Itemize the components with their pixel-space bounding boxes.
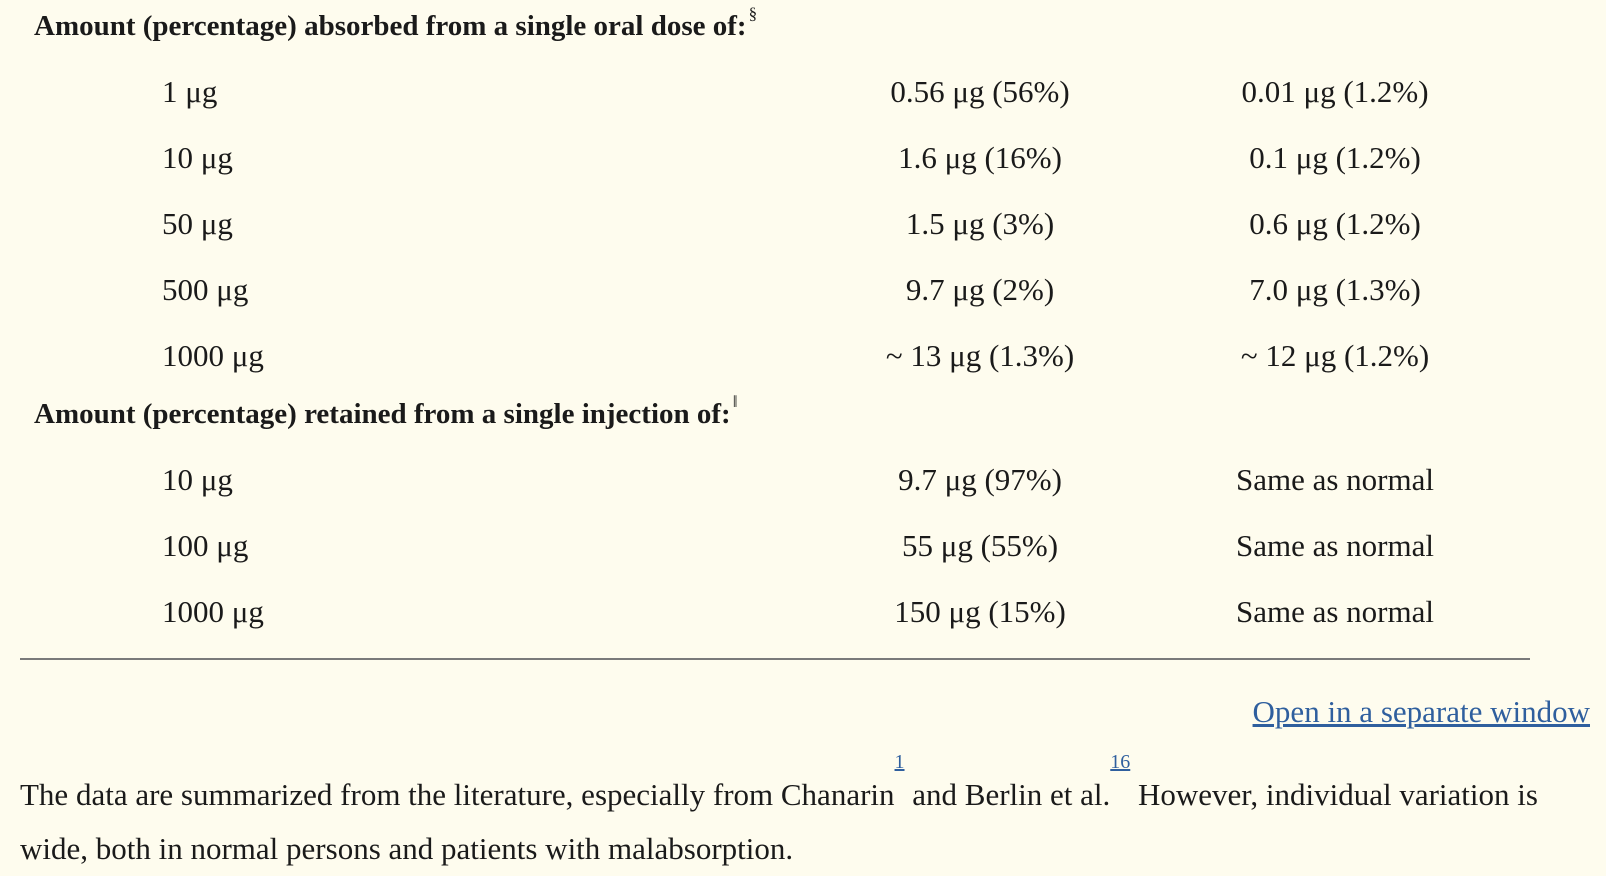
normal-cell: 1.6 μg (16%) bbox=[898, 140, 1062, 175]
table-bottom-rule bbox=[20, 658, 1530, 660]
patient-cell: 0.01 μg (1.2%) bbox=[1241, 74, 1429, 109]
footnote-text: and Berlin et al. bbox=[904, 777, 1111, 812]
table-row bbox=[20, 512, 1530, 578]
dose-cell: 1000 μg bbox=[162, 338, 264, 373]
table-row bbox=[20, 256, 1530, 322]
table-row bbox=[20, 322, 1530, 388]
reference-link-1[interactable]: 1 bbox=[894, 751, 905, 773]
table-row bbox=[20, 58, 1530, 124]
dose-cell: 10 μg bbox=[162, 140, 233, 175]
dose-cell: 1 μg bbox=[162, 74, 218, 109]
normal-cell: 55 μg (55%) bbox=[901, 528, 1059, 563]
footnote-text: The data are summarized from the literature, especially from Chanarin bbox=[20, 777, 895, 812]
normal-cell: 9.7 μg (97%) bbox=[898, 462, 1062, 497]
footnote-text: However, individual variation is wide, both in normal persons and patients with malabsorption. bbox=[20, 777, 1538, 866]
open-in-separate-window-link[interactable]: Open in a separate window bbox=[1252, 694, 1590, 729]
table-footnote bbox=[20, 751, 1580, 876]
dose-cell: 500 μg bbox=[162, 272, 249, 307]
section-marker: ‖ bbox=[732, 392, 738, 411]
dose-cell: 10 μg bbox=[162, 462, 233, 497]
normal-cell: 0.56 μg (56%) bbox=[890, 74, 1070, 109]
patient-cell: 0.6 μg (1.2%) bbox=[1249, 206, 1421, 241]
patient-cell: Same as normal bbox=[1235, 462, 1434, 497]
patient-cell: ~ 12 μg (1.2%) bbox=[1240, 338, 1430, 373]
patient-cell: 7.0 μg (1.3%) bbox=[1249, 272, 1421, 307]
normal-cell: 150 μg (15%) bbox=[894, 594, 1066, 629]
table-row bbox=[20, 446, 1530, 512]
absorption-table bbox=[20, 0, 1530, 644]
normal-cell: ~ 13 μg (1.3%) bbox=[885, 338, 1075, 373]
dose-cell: 1000 μg bbox=[162, 594, 264, 629]
patient-cell: Same as normal bbox=[1235, 528, 1434, 563]
patient-cell: Same as normal bbox=[1235, 594, 1434, 629]
table-row bbox=[20, 190, 1530, 256]
dose-cell: 100 μg bbox=[162, 528, 249, 563]
normal-cell: 9.7 μg (2%) bbox=[905, 272, 1055, 307]
reference-link-16[interactable]: 16 bbox=[1110, 751, 1131, 773]
section-header-oral bbox=[20, 0, 1530, 58]
normal-cell: 1.5 μg (3%) bbox=[905, 206, 1055, 241]
section-header-injection bbox=[20, 388, 1530, 446]
section-header-text: Amount (percentage) retained from a single injection of: ‖ bbox=[34, 392, 738, 430]
section-marker: § bbox=[748, 4, 758, 23]
patient-cell: 0.1 μg (1.2%) bbox=[1249, 140, 1421, 175]
table-row bbox=[20, 578, 1530, 644]
table-row bbox=[20, 124, 1530, 190]
section-header-text: Amount (percentage) absorbed from a single oral dose of: § bbox=[34, 4, 758, 42]
dose-cell: 50 μg bbox=[162, 206, 233, 241]
